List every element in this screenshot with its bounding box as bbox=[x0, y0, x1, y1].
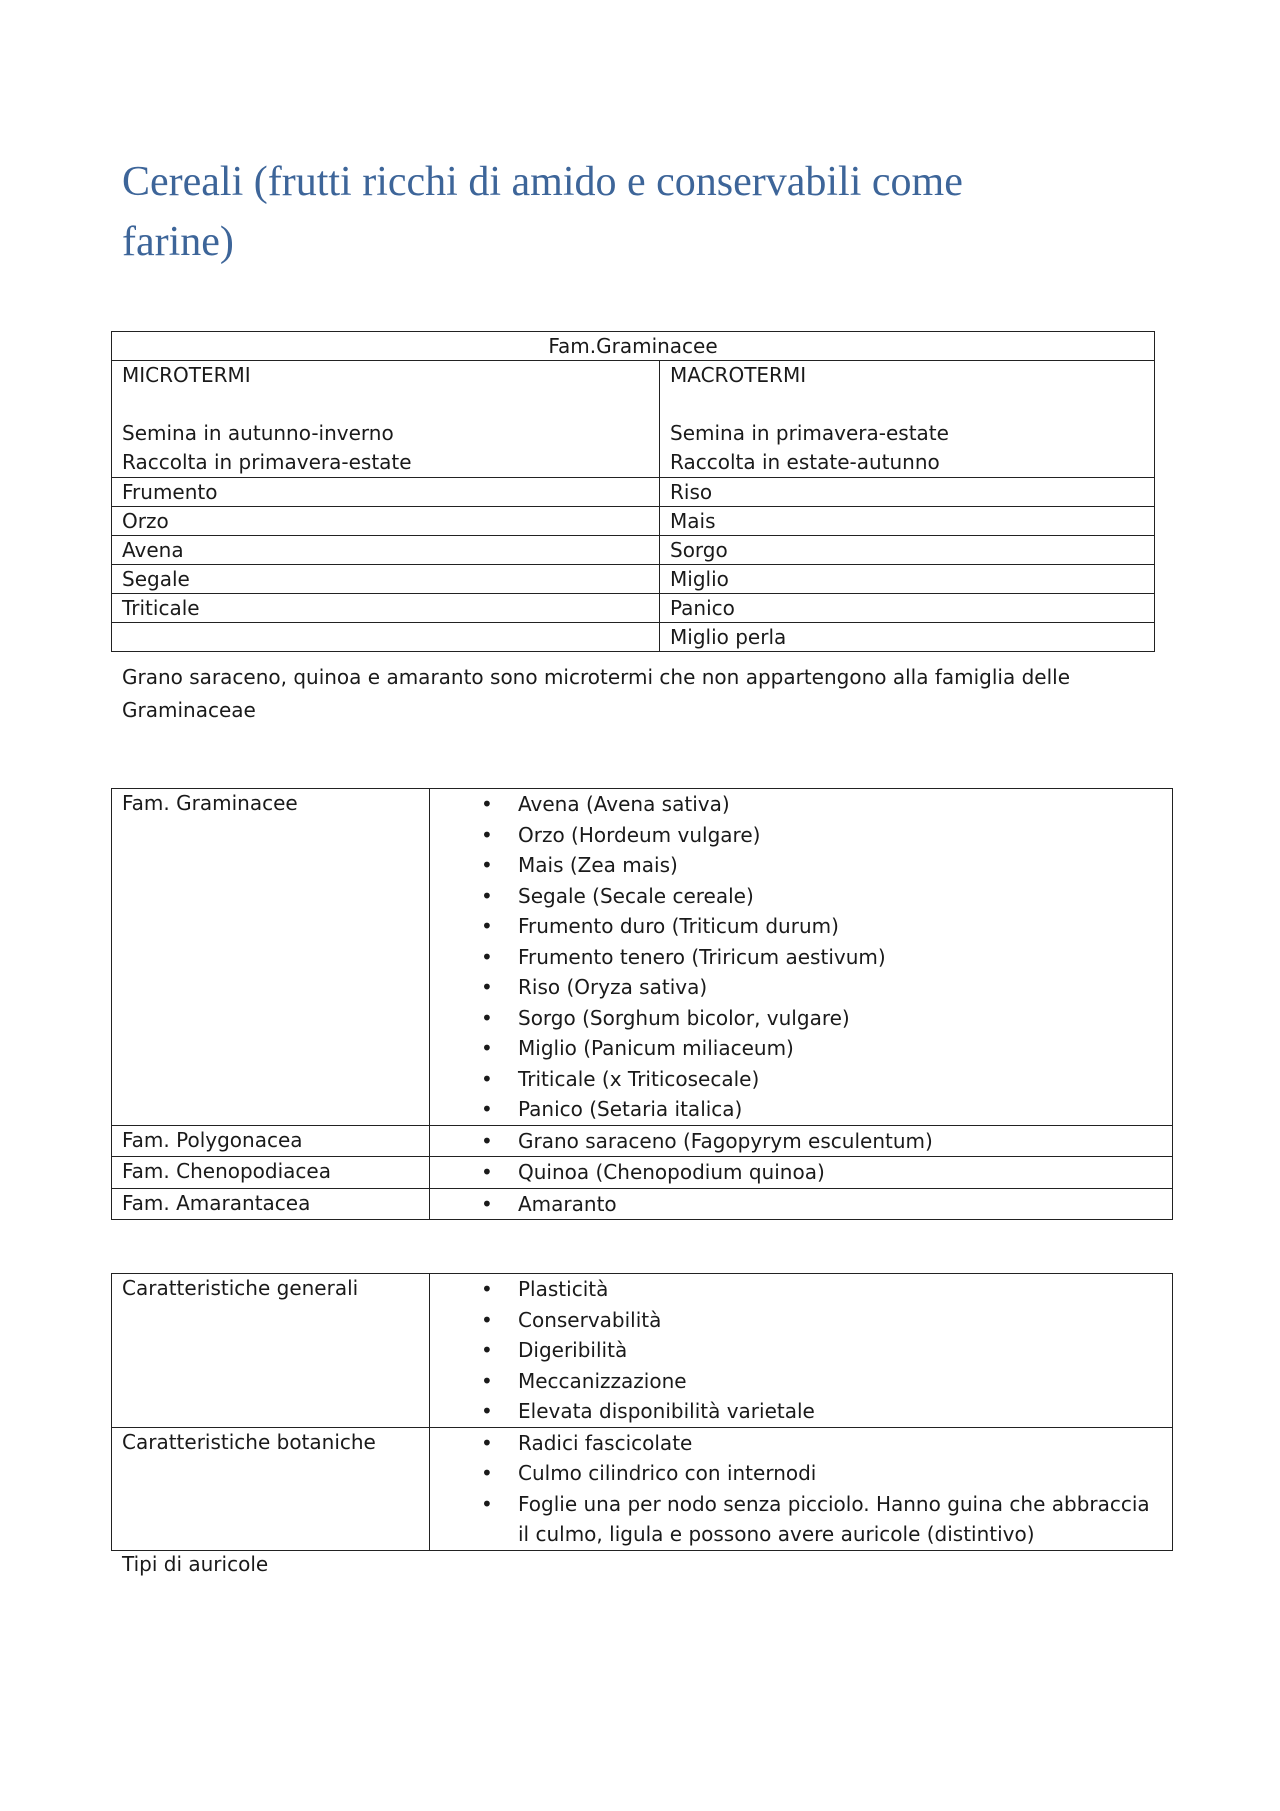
list-item bbox=[440, 1335, 1162, 1366]
list-item-text: Radici fascicolate bbox=[518, 1430, 693, 1455]
list-item-text: Mais (Zea mais) bbox=[518, 853, 678, 877]
list-item-text: Amaranto bbox=[518, 1191, 617, 1216]
list-item bbox=[440, 1396, 1162, 1427]
species-list bbox=[440, 1126, 1162, 1157]
note-text: Grano saraceno, quinoa e amaranto sono microtermi che non appartengono alla famiglia delle Graminaceae bbox=[122, 665, 1071, 722]
table-cell: Triticale bbox=[112, 594, 660, 623]
macrotermi-header-cell bbox=[660, 361, 1155, 478]
family-cell: Fam. Amarantacea bbox=[112, 1188, 430, 1220]
bullet-icon: • bbox=[481, 822, 493, 847]
list-item-text: Panico (Setaria italica) bbox=[518, 1097, 743, 1121]
bullet-icon: • bbox=[481, 1307, 493, 1332]
list-item bbox=[440, 1094, 1162, 1125]
table-cell: Mais bbox=[660, 507, 1155, 536]
list-item bbox=[440, 1003, 1162, 1034]
list-item bbox=[440, 820, 1162, 851]
list-item-text: Digeribilità bbox=[518, 1338, 628, 1362]
list-item-text: Frumento duro (Triticum durum) bbox=[518, 914, 839, 938]
table-row bbox=[112, 1427, 1173, 1550]
table-cell bbox=[112, 623, 660, 652]
table-cell: Segale bbox=[112, 565, 660, 594]
table-row bbox=[112, 507, 1155, 536]
list-item bbox=[440, 1157, 1162, 1188]
list-item bbox=[440, 789, 1162, 820]
list-item-text: Grano saraceno (Fagopyrym esculentum) bbox=[518, 1128, 933, 1153]
bullet-icon: • bbox=[481, 914, 493, 938]
list-item bbox=[440, 1064, 1162, 1095]
list-item-text: Meccanizzazione bbox=[518, 1368, 687, 1393]
list-item-text: Quinoa (Chenopodium quinoa) bbox=[518, 1160, 825, 1184]
list-item bbox=[440, 1305, 1162, 1336]
characteristic-cell bbox=[430, 1427, 1173, 1550]
page-title: Cereali (frutti ricchi di amido e conservabili come farine) bbox=[122, 159, 963, 265]
list-item-text: Miglio (Panicum miliaceum) bbox=[518, 1036, 794, 1060]
list-item-text: Avena (Avena sativa) bbox=[518, 792, 730, 816]
table-row bbox=[112, 1188, 1173, 1220]
bullet-icon: • bbox=[481, 1097, 493, 1121]
bullet-icon: • bbox=[481, 1430, 493, 1455]
graminacee-temperature-table bbox=[111, 331, 1155, 652]
bullet-icon: • bbox=[481, 883, 493, 908]
characteristic-list bbox=[440, 1274, 1162, 1427]
bullet-icon: • bbox=[481, 1066, 493, 1091]
list-item bbox=[440, 972, 1162, 1003]
list-item-text: Elevata disponibilità varietale bbox=[518, 1399, 815, 1423]
species-cell bbox=[430, 1157, 1173, 1189]
bullet-icon: • bbox=[481, 1005, 493, 1030]
table-row bbox=[112, 1274, 1173, 1428]
microtermi-label: MICROTERMI bbox=[122, 363, 251, 387]
bullet-icon: • bbox=[481, 1191, 493, 1216]
list-item bbox=[440, 881, 1162, 912]
list-item-text: Conservabilità bbox=[518, 1307, 662, 1332]
microtermi-raccolta: Raccolta in primavera-estate bbox=[122, 450, 412, 474]
list-item-text: Sorgo (Sorghum bicolor, vulgare) bbox=[518, 1005, 850, 1030]
characteristic-label: Caratteristiche generali bbox=[112, 1274, 430, 1428]
list-item bbox=[440, 1189, 1162, 1220]
table-cell: Miglio bbox=[660, 565, 1155, 594]
list-item bbox=[440, 1489, 1162, 1550]
table-row bbox=[112, 478, 1155, 507]
list-item bbox=[440, 1033, 1162, 1064]
table-cell: Avena bbox=[112, 536, 660, 565]
species-cell bbox=[430, 1125, 1173, 1157]
species-cell bbox=[430, 789, 1173, 1126]
characteristics-table bbox=[111, 1273, 1173, 1551]
list-item-text: Segale (Secale cereale) bbox=[518, 883, 754, 908]
species-table bbox=[111, 788, 1173, 1220]
family-cell: Fam. Graminacee bbox=[112, 789, 430, 1126]
list-item-text: Frumento tenero (Triricum aestivum) bbox=[518, 944, 886, 969]
footer-text: Tipi di auricole bbox=[122, 1552, 269, 1576]
table-row bbox=[112, 1125, 1173, 1157]
list-item-text: Triticale (x Triticosecale) bbox=[518, 1066, 760, 1091]
bullet-icon: • bbox=[481, 792, 493, 816]
bullet-icon: • bbox=[481, 1368, 493, 1393]
list-item-text: Riso (Oryza sativa) bbox=[518, 975, 708, 999]
family-cell: Fam. Polygonacea bbox=[112, 1125, 430, 1157]
bullet-icon: • bbox=[481, 1461, 493, 1485]
species-list bbox=[440, 1157, 1162, 1188]
bullet-icon: • bbox=[481, 1128, 493, 1153]
table-cell: Orzo bbox=[112, 507, 660, 536]
species-list bbox=[440, 789, 1162, 1125]
list-item bbox=[440, 1366, 1162, 1397]
characteristic-label: Caratteristiche botaniche bbox=[112, 1427, 430, 1550]
microtermi-semina: Semina in autunno-inverno bbox=[122, 421, 394, 445]
list-item bbox=[440, 1126, 1162, 1157]
list-item-text: Orzo (Hordeum vulgare) bbox=[518, 822, 761, 847]
characteristic-list bbox=[440, 1428, 1162, 1550]
species-list bbox=[440, 1189, 1162, 1220]
table-cell: Sorgo bbox=[660, 536, 1155, 565]
table-cell: Riso bbox=[660, 478, 1155, 507]
table-cell: Panico bbox=[660, 594, 1155, 623]
bullet-icon: • bbox=[481, 1277, 493, 1301]
list-item bbox=[440, 1458, 1162, 1489]
table-row bbox=[112, 789, 1173, 1126]
characteristic-cell bbox=[430, 1274, 1173, 1428]
macrotermi-label: MACROTERMI bbox=[670, 363, 807, 387]
table-row bbox=[112, 536, 1155, 565]
bullet-icon: • bbox=[481, 853, 493, 877]
list-item bbox=[440, 942, 1162, 973]
macrotermi-semina: Semina in primavera-estate bbox=[670, 421, 949, 445]
table-cell: Miglio perla bbox=[660, 623, 1155, 652]
list-item bbox=[440, 1428, 1162, 1459]
list-item bbox=[440, 911, 1162, 942]
bullet-icon: • bbox=[481, 1491, 493, 1516]
table-row bbox=[112, 594, 1155, 623]
family-cell: Fam. Chenopodiacea bbox=[112, 1157, 430, 1189]
bullet-icon: • bbox=[481, 1160, 493, 1184]
family-header: Fam.Graminacee bbox=[112, 332, 1155, 361]
table-row bbox=[112, 361, 1155, 478]
list-item bbox=[440, 850, 1162, 881]
table-row bbox=[112, 332, 1155, 361]
microtermi-header-cell bbox=[112, 361, 660, 478]
table-cell: Frumento bbox=[112, 478, 660, 507]
list-item-text: Culmo cilindrico con internodi bbox=[518, 1461, 817, 1485]
macrotermi-raccolta: Raccolta in estate-autunno bbox=[670, 450, 940, 474]
list-item-text: Foglie una per nodo senza picciolo. Hanno guina che abbraccia il culmo, ligula e possono avere auricole (distintivo) bbox=[518, 1491, 1150, 1546]
list-item bbox=[440, 1274, 1162, 1305]
bullet-icon: • bbox=[481, 1338, 493, 1362]
bullet-icon: • bbox=[481, 944, 493, 969]
list-item-text: Plasticità bbox=[518, 1277, 609, 1301]
species-cell bbox=[430, 1188, 1173, 1220]
table-row bbox=[112, 565, 1155, 594]
bullet-icon: • bbox=[481, 1036, 493, 1060]
bullet-icon: • bbox=[481, 975, 493, 999]
bullet-icon: • bbox=[481, 1399, 493, 1423]
table-row bbox=[112, 1157, 1173, 1189]
table-row bbox=[112, 623, 1155, 652]
